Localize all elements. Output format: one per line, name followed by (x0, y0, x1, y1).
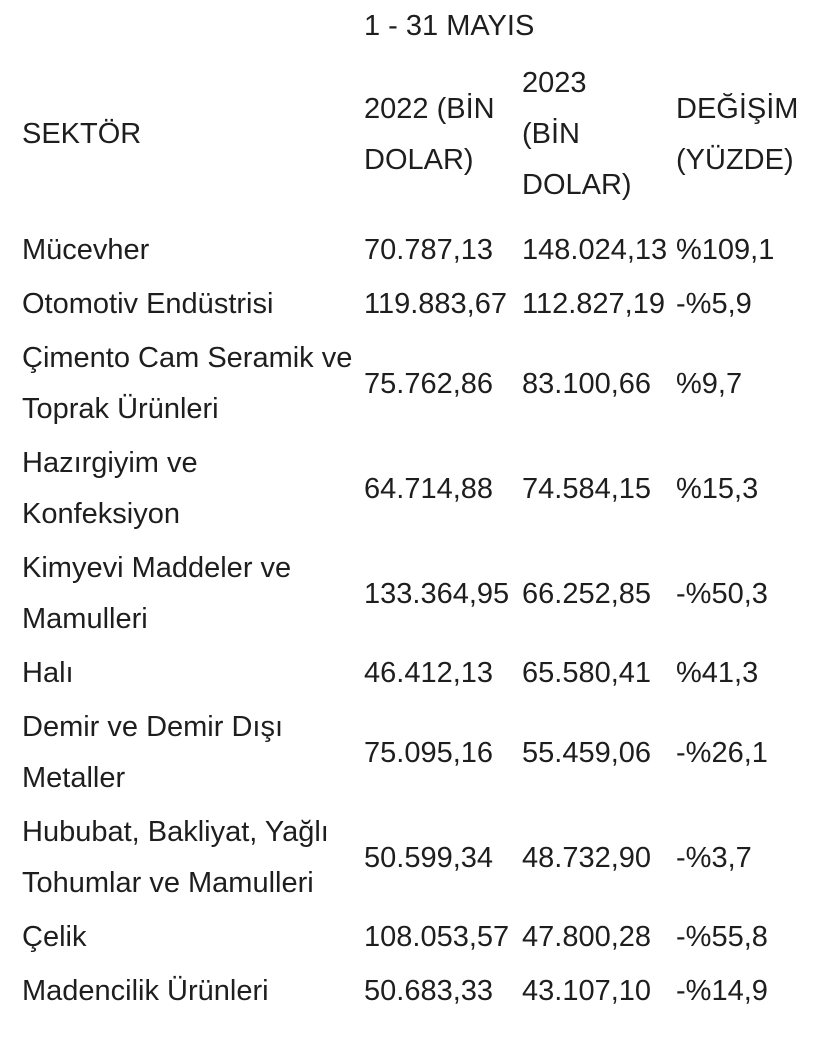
cell-2022: 108.053,57 (364, 921, 510, 953)
header-2022-line1: 2022 (BİN (364, 92, 495, 125)
header-2022-line2: DOLAR) (364, 143, 474, 176)
cell-2023: 65.580,41 (522, 657, 652, 689)
period-label: 1 - 31 MAYIS (364, 10, 535, 42)
cell-change: %15,3 (676, 472, 759, 505)
header-change-line2: (YÜZDE) (676, 143, 794, 176)
cell-change: -%14,9 (676, 975, 768, 1007)
cell-2023: 112.827,19 (522, 288, 665, 320)
cell-change: %41,3 (676, 657, 759, 689)
cell-sector: Kimyevi Maddeler ve Mamulleri (22, 552, 292, 635)
table-row (22, 912, 822, 966)
cell-sector: Hububat, Bakliyat, Yağlı Tohumlar ve Mamulleri (22, 816, 329, 899)
cell-sector: Otomotiv Endüstrisi (22, 288, 274, 320)
cell-change: -%5,9 (676, 288, 752, 320)
header-2023-line1: 2023 (522, 67, 587, 99)
header-sector (22, 58, 364, 225)
header-2023 (522, 58, 676, 225)
cell-2022: 119.883,67 (364, 288, 507, 320)
table-row (22, 807, 822, 912)
cell-change: -%50,3 (676, 577, 768, 610)
table-header-row (22, 58, 822, 225)
cell-2022: 46.412,13 (364, 657, 494, 689)
cell-sector: Çelik (22, 921, 87, 953)
header-change (676, 58, 822, 225)
table-row (22, 438, 822, 543)
cell-2023: 55.459,06 (522, 736, 652, 769)
table-row (22, 648, 822, 702)
cell-2023: 43.107,10 (522, 975, 652, 1007)
table-row (22, 225, 822, 279)
cell-sector: Madencilik Ürünleri (22, 975, 269, 1007)
table-row (22, 702, 822, 807)
cell-2023: 48.732,90 (522, 841, 652, 874)
header-2023-line2: (BİN (522, 118, 580, 150)
header-2023-line3: DOLAR) (522, 169, 632, 201)
cell-sector: Demir ve Demir Dışı Metaller (22, 711, 284, 794)
cell-sector: Halı (22, 657, 74, 689)
cell-change: -%55,8 (676, 921, 768, 953)
header-2022 (364, 58, 522, 225)
table-row (22, 279, 822, 333)
cell-2022: 75.762,86 (364, 367, 494, 400)
table-row (22, 966, 822, 1020)
cell-change: %109,1 (676, 234, 775, 266)
cell-2022: 50.599,34 (364, 841, 494, 874)
cell-2022: 50.683,33 (364, 975, 494, 1007)
cell-sector: Hazırgiyim ve Konfeksiyon (22, 447, 198, 530)
cell-change: -%3,7 (676, 841, 752, 874)
cell-change: %9,7 (676, 367, 743, 400)
cell-2023: 47.800,28 (522, 921, 652, 953)
cell-sector: Mücevher (22, 234, 150, 266)
cell-2022: 75.095,16 (364, 736, 494, 769)
cell-sector: Çimento Cam Seramik ve Toprak Ürünleri (22, 342, 353, 425)
cell-change: -%26,1 (676, 736, 768, 769)
cell-2023: 83.100,66 (522, 367, 652, 400)
header-sector-label: SEKTÖR (22, 118, 142, 150)
sector-export-table (22, 58, 822, 1020)
cell-2022: 70.787,13 (364, 234, 494, 266)
cell-2023: 148.024,13 (522, 234, 668, 266)
cell-2022: 133.364,95 (364, 577, 510, 610)
table-row (22, 333, 822, 438)
header-change-line1: DEĞİŞİM (676, 92, 799, 125)
cell-2023: 66.252,85 (522, 577, 652, 610)
cell-2023: 74.584,15 (522, 472, 652, 505)
table-row (22, 543, 822, 648)
cell-2022: 64.714,88 (364, 472, 494, 505)
